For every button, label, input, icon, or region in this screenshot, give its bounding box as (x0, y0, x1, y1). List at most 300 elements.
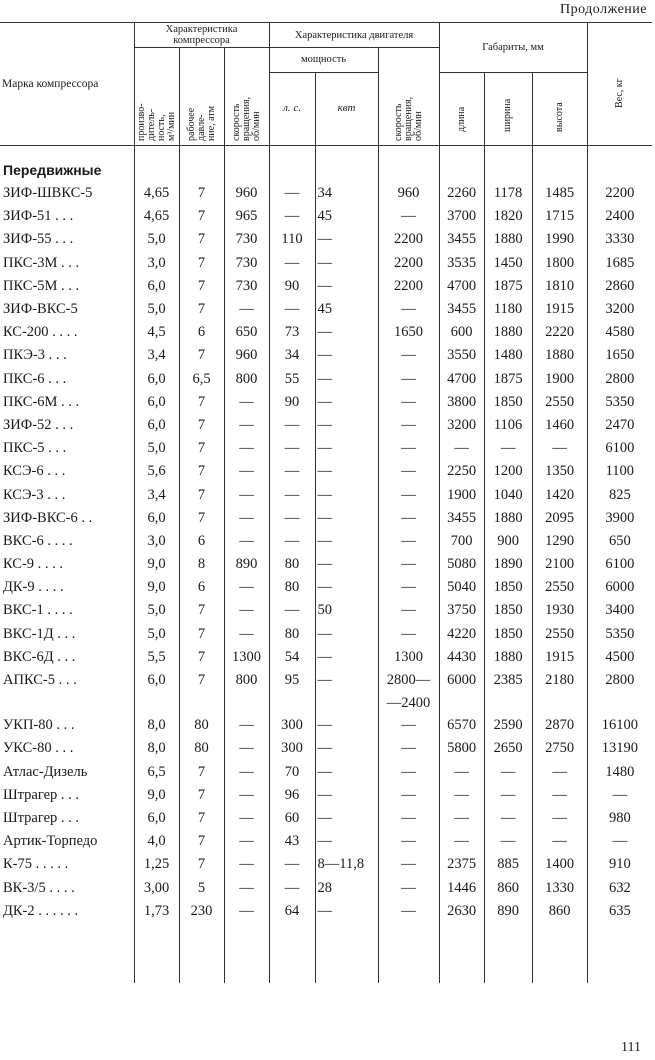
cell-wt: 3400 (587, 599, 652, 622)
cell-espeed: — (378, 830, 439, 853)
cell-cspeed: 650 (224, 321, 269, 344)
cell-wid: 1880 (484, 507, 532, 530)
cell-kw: — (315, 414, 378, 437)
header-height: высота (532, 72, 587, 146)
cell-wid: 1880 (484, 321, 532, 344)
cell-prod: 4,5 (134, 321, 179, 344)
cell-cspeed: 730 (224, 252, 269, 275)
cell-wt: 2470 (587, 414, 652, 437)
table-row (0, 553, 652, 576)
cell-press: 80 (179, 714, 224, 737)
cell-wid: 1040 (484, 483, 532, 506)
cell-wt: 5350 (587, 391, 652, 414)
cell-cspeed: — (224, 437, 269, 460)
cell-wt: 980 (587, 807, 652, 830)
cell-hgt: 1485 (532, 182, 587, 205)
table-row (0, 853, 652, 876)
cell-espeed: — (378, 205, 439, 228)
cell-kw: — (315, 437, 378, 460)
cell-hp: 60 (269, 807, 315, 830)
cell-press: 6 (179, 530, 224, 553)
cell-name: ЗИФ-51 . . . (0, 205, 134, 228)
cell-name: ЗИФ-ШВКС-5 (0, 182, 134, 205)
cell-prod: 8,0 (134, 737, 179, 760)
cell-cspeed: 800 (224, 669, 269, 692)
cell-wt: 650 (587, 530, 652, 553)
cell-hgt: — (532, 830, 587, 853)
cell-cspeed: — (224, 784, 269, 807)
table-row (0, 391, 652, 414)
cell-kw: — (315, 623, 378, 646)
cell-len: — (439, 761, 484, 784)
cell-hp: 80 (269, 553, 315, 576)
cell-prod: 5,5 (134, 646, 179, 669)
cell-press: 7 (179, 761, 224, 784)
cell-hp: — (269, 414, 315, 437)
cell-kw: — (315, 830, 378, 853)
cell-espeed-continuation: —2400 (378, 692, 439, 714)
cell-prod: 9,0 (134, 576, 179, 599)
cell-wid: 1880 (484, 646, 532, 669)
cell-kw: — (315, 900, 378, 923)
cell-hp: 90 (269, 275, 315, 298)
header-hp: л. с. (269, 72, 315, 146)
table-row (0, 252, 652, 275)
table-row (0, 275, 652, 298)
cell-prod: 4,65 (134, 205, 179, 228)
table-row (0, 321, 652, 344)
empty-cell (378, 923, 439, 983)
page-number: 111 (621, 1040, 641, 1055)
empty-cell (224, 692, 269, 714)
cell-wid: 1850 (484, 391, 532, 414)
cell-wid: 2590 (484, 714, 532, 737)
cell-len: 600 (439, 321, 484, 344)
cell-espeed: — (378, 530, 439, 553)
cell-press: 5 (179, 876, 224, 899)
cell-cspeed: 890 (224, 553, 269, 576)
cell-kw: 45 (315, 298, 378, 321)
table-row (0, 737, 652, 760)
cell-hp: — (269, 298, 315, 321)
cell-hp: 43 (269, 830, 315, 853)
cell-prod: 1,73 (134, 900, 179, 923)
cell-cspeed: — (224, 853, 269, 876)
cell-name: КСЭ-6 . . . (0, 460, 134, 483)
cell-prod: 6,0 (134, 669, 179, 692)
cell-name: ВКС-6 . . . . (0, 530, 134, 553)
cell-press: 7 (179, 252, 224, 275)
cell-wt: 4580 (587, 321, 652, 344)
cell-cspeed: — (224, 391, 269, 414)
cell-hp: 90 (269, 391, 315, 414)
cell-cspeed: 730 (224, 228, 269, 251)
cell-espeed: — (378, 391, 439, 414)
empty-cell (532, 923, 587, 983)
cell-kw: — (315, 576, 378, 599)
cell-wt: 1480 (587, 761, 652, 784)
cell-wid: 1875 (484, 275, 532, 298)
cell-press: 7 (179, 414, 224, 437)
cell-wt: 2800 (587, 669, 652, 692)
cell-wt: 1685 (587, 252, 652, 275)
empty-cell (179, 923, 224, 983)
cell-wt: 6000 (587, 576, 652, 599)
cell-len: 3455 (439, 298, 484, 321)
table-row (0, 807, 652, 830)
cell-kw: — (315, 368, 378, 391)
cell-hgt: 1290 (532, 530, 587, 553)
cell-len: 3455 (439, 228, 484, 251)
cell-name: ВКС-1Д . . . (0, 623, 134, 646)
cell-name: УКП-80 . . . (0, 714, 134, 737)
cell-cspeed: 965 (224, 205, 269, 228)
cell-hgt: 1460 (532, 414, 587, 437)
cell-espeed: — (378, 460, 439, 483)
cell-kw: — (315, 321, 378, 344)
cell-name: ПКС-6М . . . (0, 391, 134, 414)
empty-cell (532, 692, 587, 714)
cell-espeed: — (378, 553, 439, 576)
cell-hgt: 2550 (532, 623, 587, 646)
cell-wt: 1650 (587, 344, 652, 367)
cell-len: 3700 (439, 205, 484, 228)
section-title: Передвижные (0, 146, 134, 183)
cell-kw: — (315, 344, 378, 367)
cell-len: 4700 (439, 368, 484, 391)
cell-cspeed: 960 (224, 182, 269, 205)
empty-cell (134, 692, 179, 714)
cell-kw: — (315, 391, 378, 414)
empty-cell (484, 692, 532, 714)
cell-hp: — (269, 530, 315, 553)
header-engine-speed: скорость вращения, об/мин (378, 48, 439, 146)
cell-espeed: 2200 (378, 275, 439, 298)
table-row (0, 460, 652, 483)
table-row (0, 669, 652, 692)
cell-prod: 3,00 (134, 876, 179, 899)
cell-press: 6,5 (179, 368, 224, 391)
table-row (0, 182, 652, 205)
cell-hgt: 1420 (532, 483, 587, 506)
cell-espeed: — (378, 761, 439, 784)
cell-press: 7 (179, 228, 224, 251)
cell-len: 4430 (439, 646, 484, 669)
cell-cspeed: — (224, 599, 269, 622)
table-row (0, 646, 652, 669)
cell-cspeed: — (224, 900, 269, 923)
cell-kw: 50 (315, 599, 378, 622)
cell-len: — (439, 807, 484, 830)
cell-wid: 1875 (484, 368, 532, 391)
cell-hgt: 1900 (532, 368, 587, 391)
cell-espeed: — (378, 853, 439, 876)
header-dims-group: Габариты, мм (439, 23, 587, 73)
cell-wt: — (587, 784, 652, 807)
header-length: длина (439, 72, 484, 146)
cell-name: ДК-9 . . . . (0, 576, 134, 599)
cell-wid: 1850 (484, 623, 532, 646)
cell-hgt: 1810 (532, 275, 587, 298)
cell-prod: 5,6 (134, 460, 179, 483)
cell-hgt: 2870 (532, 714, 587, 737)
cell-espeed: — (378, 414, 439, 437)
cell-name: УКС-80 . . . (0, 737, 134, 760)
empty-cell (587, 923, 652, 983)
cell-hgt: — (532, 784, 587, 807)
cell-wt: 16100 (587, 714, 652, 737)
cell-len: 4700 (439, 275, 484, 298)
cell-wid: — (484, 437, 532, 460)
cell-len: 2375 (439, 853, 484, 876)
header-width: ширина (484, 72, 532, 146)
cell-cspeed: — (224, 761, 269, 784)
cell-name: ВК-3/5 . . . . (0, 876, 134, 899)
empty-cell (0, 692, 134, 714)
table-row (0, 437, 652, 460)
cell-press: 7 (179, 830, 224, 853)
empty-cell (439, 692, 484, 714)
cell-espeed: — (378, 507, 439, 530)
cell-press: 80 (179, 737, 224, 760)
empty-cell (587, 692, 652, 714)
cell-espeed: — (378, 576, 439, 599)
cell-press: 7 (179, 437, 224, 460)
cell-press: 7 (179, 275, 224, 298)
cell-hgt: — (532, 437, 587, 460)
cell-hp: 110 (269, 228, 315, 251)
cell-len: 3800 (439, 391, 484, 414)
cell-hgt: 1715 (532, 205, 587, 228)
cell-press: 7 (179, 483, 224, 506)
cell-wid: 2385 (484, 669, 532, 692)
cell-len: 2250 (439, 460, 484, 483)
cell-prod: 1,25 (134, 853, 179, 876)
table-row (0, 876, 652, 899)
header-brand: Марка компрессора (0, 23, 134, 146)
cell-hp: — (269, 876, 315, 899)
cell-wt: 2200 (587, 182, 652, 205)
cell-press: 7 (179, 182, 224, 205)
cell-prod: 6,0 (134, 391, 179, 414)
empty-cell (0, 923, 134, 983)
cell-wid: 1850 (484, 576, 532, 599)
cell-wt: 6100 (587, 437, 652, 460)
cell-espeed: — (378, 437, 439, 460)
cell-press: 7 (179, 344, 224, 367)
empty-cell (315, 692, 378, 714)
cell-wt: 6100 (587, 553, 652, 576)
cell-hgt: 1990 (532, 228, 587, 251)
cell-cspeed: — (224, 876, 269, 899)
cell-wid: 1178 (484, 182, 532, 205)
cell-cspeed: — (224, 807, 269, 830)
cell-press: 230 (179, 900, 224, 923)
cell-press: 7 (179, 853, 224, 876)
cell-wid: — (484, 761, 532, 784)
cell-prod: 6,0 (134, 507, 179, 530)
empty-cell (224, 923, 269, 983)
empty-cell (134, 923, 179, 983)
cell-wid: 1820 (484, 205, 532, 228)
cell-press: 7 (179, 669, 224, 692)
cell-espeed: — (378, 599, 439, 622)
cell-hp: 300 (269, 714, 315, 737)
cell-len: — (439, 784, 484, 807)
cell-name: ЗИФ-ВКС-6 . . (0, 507, 134, 530)
cell-hp: 300 (269, 737, 315, 760)
cell-press: 7 (179, 205, 224, 228)
cell-espeed: 1300 (378, 646, 439, 669)
table-row (0, 830, 652, 853)
table-row (0, 900, 652, 923)
cell-name: ЗИФ-52 . . . (0, 414, 134, 437)
table-row (0, 761, 652, 784)
cell-name: ПКС-3М . . . (0, 252, 134, 275)
cell-wid: 1850 (484, 599, 532, 622)
cell-prod: 4,0 (134, 830, 179, 853)
cell-kw: 34 (315, 182, 378, 205)
cell-kw: — (315, 646, 378, 669)
cell-name: ПКС-5 . . . (0, 437, 134, 460)
cell-len: 2260 (439, 182, 484, 205)
cell-hp: — (269, 205, 315, 228)
cell-cspeed: — (224, 737, 269, 760)
cell-wid: 1450 (484, 252, 532, 275)
cell-hgt: 1350 (532, 460, 587, 483)
cell-hgt: 2095 (532, 507, 587, 530)
cell-wid: 1180 (484, 298, 532, 321)
table-row (0, 368, 652, 391)
cell-wid: 900 (484, 530, 532, 553)
cell-len: 3550 (439, 344, 484, 367)
header-kw: квт (315, 72, 378, 146)
cell-name: К-75 . . . . . (0, 853, 134, 876)
cell-wid: 1890 (484, 553, 532, 576)
cell-hgt: 1400 (532, 853, 587, 876)
cell-prod: 5,0 (134, 228, 179, 251)
cell-press: 7 (179, 599, 224, 622)
cell-hgt: 1915 (532, 646, 587, 669)
cell-name: ЗИФ-ВКС-5 (0, 298, 134, 321)
cell-prod: 3,4 (134, 483, 179, 506)
cell-espeed: — (378, 784, 439, 807)
cell-wid: 1200 (484, 460, 532, 483)
cell-cspeed: — (224, 623, 269, 646)
cell-hp: 73 (269, 321, 315, 344)
table-tail (0, 923, 652, 983)
cell-hgt: — (532, 761, 587, 784)
cell-wid: 890 (484, 900, 532, 923)
cell-hgt: 2550 (532, 576, 587, 599)
cell-press: 7 (179, 623, 224, 646)
header-engine-group: Характеристика двигателя (269, 23, 439, 48)
cell-prod: 5,0 (134, 298, 179, 321)
cell-espeed: 2200 (378, 228, 439, 251)
empty-cell (269, 923, 315, 983)
cell-wid: 885 (484, 853, 532, 876)
cell-wt: 632 (587, 876, 652, 899)
cell-kw: — (315, 784, 378, 807)
cell-hp: — (269, 437, 315, 460)
cell-cspeed: — (224, 576, 269, 599)
cell-hp: — (269, 599, 315, 622)
cell-wid: — (484, 807, 532, 830)
cell-wt: — (587, 830, 652, 853)
cell-kw: — (315, 275, 378, 298)
cell-cspeed: — (224, 414, 269, 437)
cell-prod: 6,5 (134, 761, 179, 784)
cell-wid: 860 (484, 876, 532, 899)
cell-espeed: — (378, 876, 439, 899)
cell-press: 7 (179, 298, 224, 321)
cell-wt: 13190 (587, 737, 652, 760)
cell-len: 5080 (439, 553, 484, 576)
table-row (0, 344, 652, 367)
cell-prod: 9,0 (134, 553, 179, 576)
compressor-table (0, 22, 652, 983)
empty-cell (179, 692, 224, 714)
table-row (0, 414, 652, 437)
cell-hp: 70 (269, 761, 315, 784)
cell-hgt: 860 (532, 900, 587, 923)
cell-name: Штрагер . . . (0, 784, 134, 807)
cell-cspeed: — (224, 460, 269, 483)
cell-espeed: — (378, 368, 439, 391)
cell-hgt: 2750 (532, 737, 587, 760)
cell-wt: 910 (587, 853, 652, 876)
cell-prod: 3,0 (134, 252, 179, 275)
cell-hgt: 1880 (532, 344, 587, 367)
cell-prod: 9,0 (134, 784, 179, 807)
cell-hgt: 2180 (532, 669, 587, 692)
table-row (0, 507, 652, 530)
cell-kw: — (315, 737, 378, 760)
cell-name: ДК-2 . . . . . . (0, 900, 134, 923)
cell-hp: 95 (269, 669, 315, 692)
cell-kw: — (315, 714, 378, 737)
cell-hp: — (269, 507, 315, 530)
cell-hgt: — (532, 807, 587, 830)
table-row (0, 228, 652, 251)
cell-wt: 2800 (587, 368, 652, 391)
cell-cspeed: — (224, 298, 269, 321)
cell-name: Артик-Торпедо (0, 830, 134, 853)
cell-len: 3535 (439, 252, 484, 275)
empty-cell (269, 692, 315, 714)
table-row (0, 714, 652, 737)
cell-cspeed: 960 (224, 344, 269, 367)
cell-wt: 1100 (587, 460, 652, 483)
cell-press: 7 (179, 784, 224, 807)
cell-hgt: 1915 (532, 298, 587, 321)
cell-kw: — (315, 807, 378, 830)
cell-prod: 8,0 (134, 714, 179, 737)
cell-name: Атлас-Дизель (0, 761, 134, 784)
cell-espeed: — (378, 737, 439, 760)
cell-hgt: 2220 (532, 321, 587, 344)
cell-cspeed: — (224, 830, 269, 853)
cell-wid: 1106 (484, 414, 532, 437)
cell-len: 1900 (439, 483, 484, 506)
cell-wt: 3900 (587, 507, 652, 530)
cell-len: 6000 (439, 669, 484, 692)
cell-prod: 6,0 (134, 807, 179, 830)
cell-len: 3200 (439, 414, 484, 437)
cell-hgt: 2100 (532, 553, 587, 576)
cell-prod: 3,4 (134, 344, 179, 367)
cell-cspeed: — (224, 714, 269, 737)
